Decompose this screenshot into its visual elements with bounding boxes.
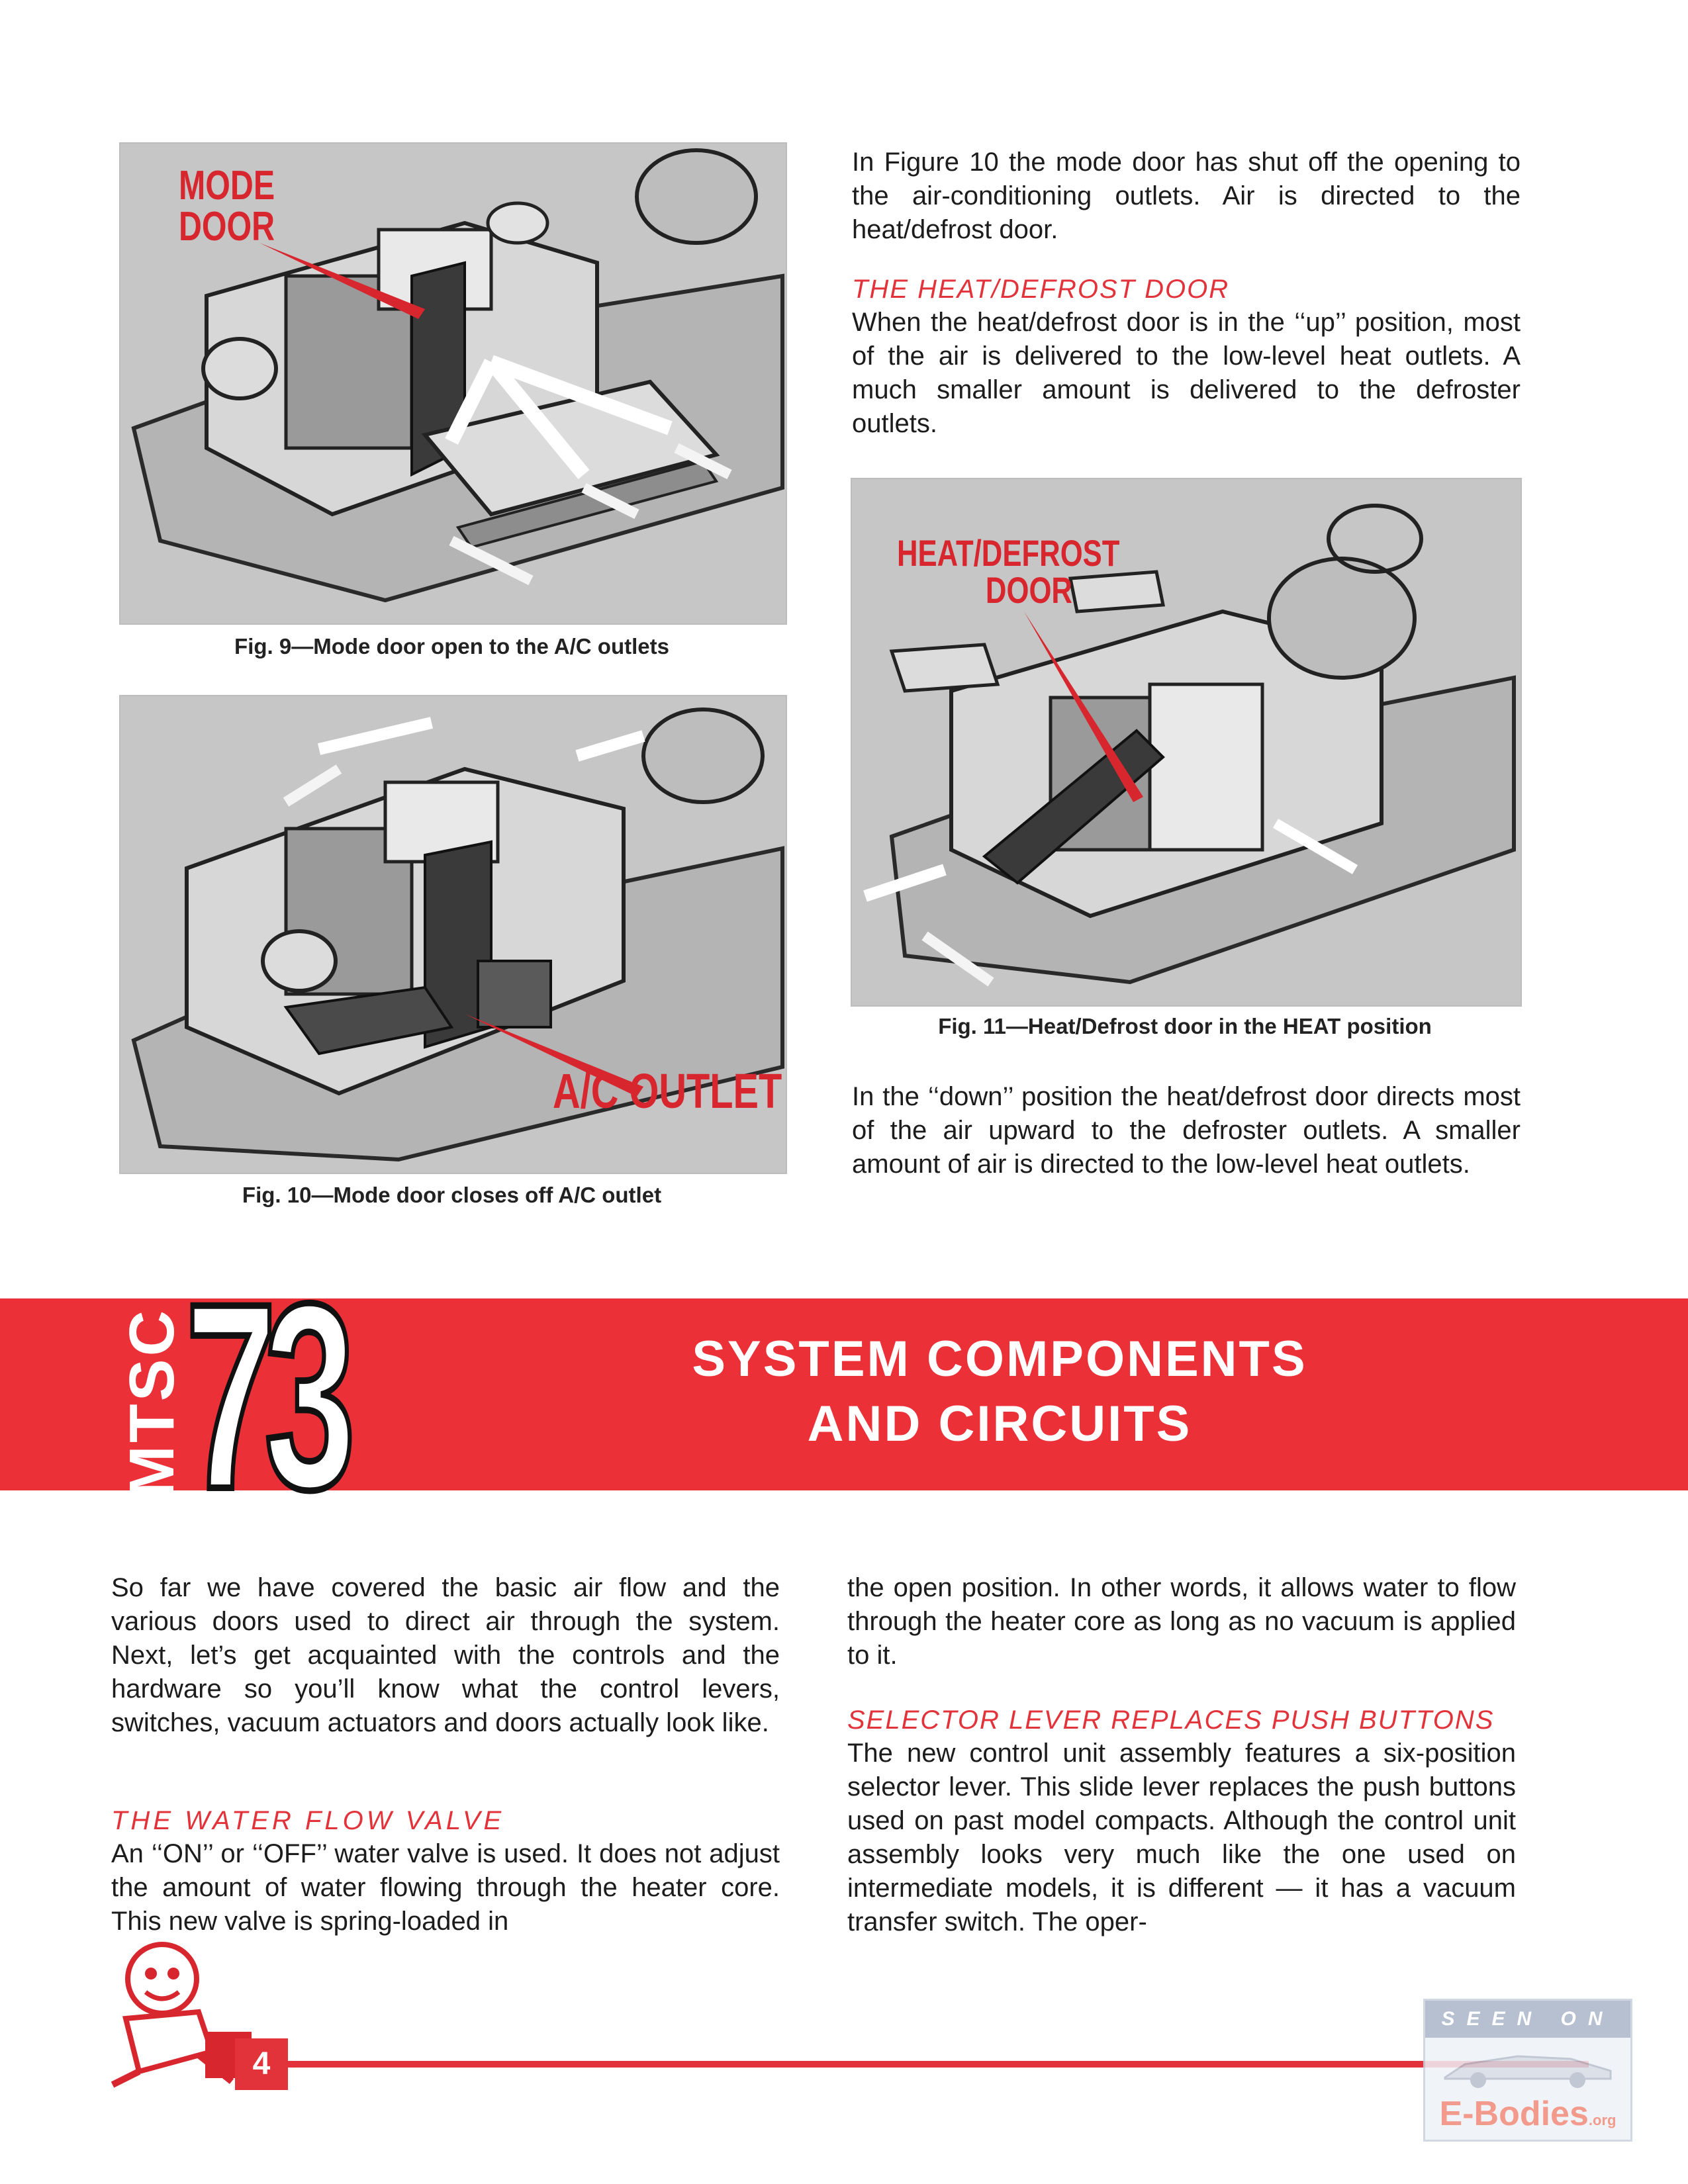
watermark-top-text: SEEN ON xyxy=(1425,2001,1630,2038)
mtsc-logo xyxy=(99,1248,391,1544)
watermark-bottom-text xyxy=(1425,2091,1630,2137)
paragraph-selector-lever: The new control unit assembly features a six-position selector lever. This slide lever replaces the push buttons used on past model compacts. Although the control unit assembly looks very much like the one used on intermediate models, it is different — it has a vacuum transfer switch. The oper- xyxy=(847,1739,1516,1936)
figure-11-caption: Fig. 11—Heat/Defrost door in the HEAT position xyxy=(938,1014,1432,1038)
subhead-selector-lever: SELECTOR LEVER REPLACES PUSH BUTTONS xyxy=(847,1706,1495,1735)
page-number: 4 xyxy=(235,2038,288,2090)
paragraph-open-position: the open position. In other words, it allows water to flow through the heater core as long as no vacuum is applied to it. xyxy=(847,1573,1516,1670)
figure-10-caption: Fig. 10—Mode door closes off A/C outlet xyxy=(242,1183,662,1207)
paragraph-heat-defrost-up: When the heat/defrost door is in the ‘‘up’’ position, most of the air is delivered to the low-level heat outlets. A much smaller amount is delivered to the defroster outlets. xyxy=(852,308,1521,438)
paragraph-intro-components: So far we have covered the basic air flow and the various doors used to direct air through the system. Next, let’s get acquainted with the controls and the hardware so you’ll know what the control levers, switches, vacuum actuators and doors actually look like. xyxy=(111,1573,780,1737)
car-silhouette-icon xyxy=(1425,2038,1630,2091)
footer-rule xyxy=(288,2061,1589,2068)
watermark-suffix: .org xyxy=(1588,2112,1617,2128)
paragraph-heat-defrost-down: In the ‘‘down’’ position the heat/defrost door directs most of the air upward to the defroster outlets. A smaller amount of air is directed to the low-level heat outlets. xyxy=(852,1082,1521,1179)
figure-9-callout xyxy=(179,165,275,248)
seen-on-ebodies-watermark xyxy=(1423,1999,1632,2142)
figure-9-callout-line2: DOOR xyxy=(179,204,275,250)
mtsc-logo-number: 73 xyxy=(185,1248,344,1544)
paragraph-figure10-intro: In Figure 10 the mode door has shut off the opening to the air-conditioning outlets. Air is directed to the heat/defrost door. xyxy=(852,148,1521,244)
figure-11-callout-line1: HEAT/DEFROST xyxy=(897,532,1120,574)
subhead-heat-defrost-door: THE HEAT/DEFROST DOOR xyxy=(852,275,1230,304)
section-title-line1: SYSTEM COMPONENTS xyxy=(692,1331,1307,1387)
mtsc-logo-letters: MTSC xyxy=(117,1308,187,1498)
figure-11-callout-line2: DOOR xyxy=(985,569,1072,611)
section-title-line2: AND CIRCUITS xyxy=(807,1396,1192,1452)
figure-10-callout: A/C OUTLET xyxy=(553,1064,782,1118)
figure-11-callout xyxy=(897,532,1120,611)
section-title xyxy=(397,1327,1602,1457)
watermark-brand: E-Bodies xyxy=(1439,2095,1589,2133)
figure-9-callout-line1: MODE xyxy=(179,163,275,208)
mascot-icon xyxy=(99,1939,258,2091)
paragraph-water-valve: An ‘‘ON’’ or ‘‘OFF’’ water valve is used. It does not adjust the amount of water flowing through the heater core. This new valve is spring-loaded in xyxy=(111,1839,780,1936)
figure-9-caption: Fig. 9—Mode door open to the A/C outlets xyxy=(234,634,669,659)
subhead-water-flow-valve: THE WATER FLOW VALVE xyxy=(111,1806,505,1835)
